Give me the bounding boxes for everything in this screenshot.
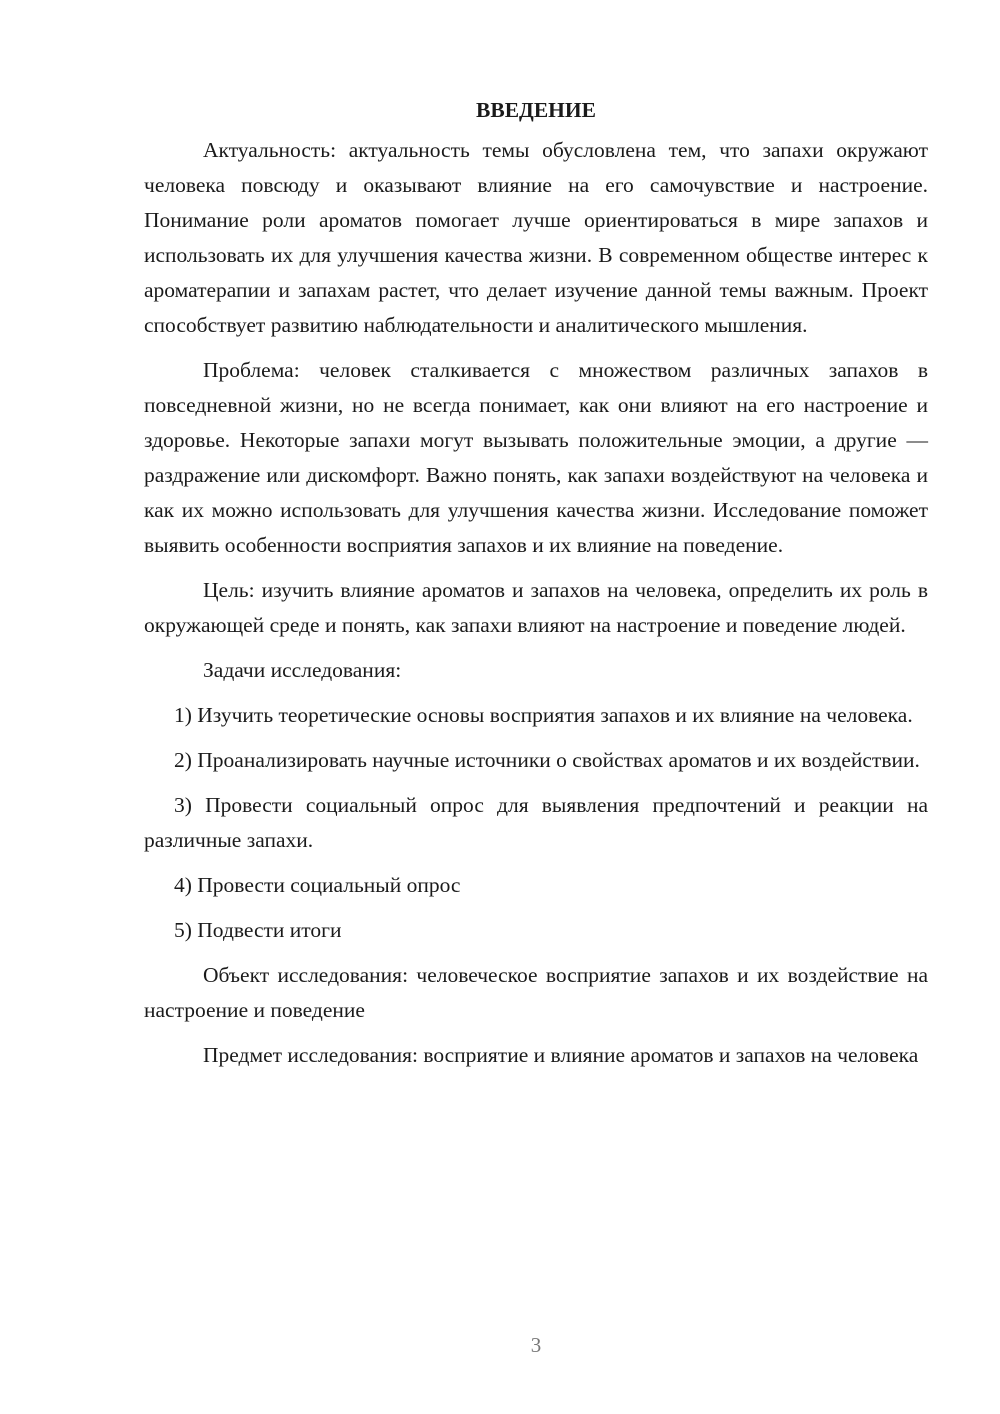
task-item-2: 2) Проанализировать научные источники о свойствах ароматов и их воздействии.: [174, 748, 920, 772]
task-item-5: 5) Подвести итоги: [174, 918, 342, 942]
task-item-3: 3) Провести социальный опрос для выявления предпочтений и реакции на различные запахи.: [144, 793, 928, 852]
task-item-1: 1) Изучить теоретические основы восприятия запахов и их влияние на человека.: [174, 703, 913, 727]
relevance-paragraph: Актуальность: актуальность темы обусловлена тем, что запахи окружают человека повсюду и оказывают влияние на его самочувствие и настроение. Понимание роли ароматов помогает лучше ориентироваться в мире запахов и использовать их для улучшения качества жизни. В современном обществе интерес к ароматерапии и запахам растет, что делает изучение данной темы важным. Проект способствует развитию наблюдательности и аналитического мышления.: [144, 138, 928, 337]
document-page: [144, 93, 928, 1083]
subject-paragraph: Предмет исследования: восприятие и влияние ароматов и запахов на человека: [203, 1043, 919, 1067]
problem-paragraph: Проблема: человек сталкивается с множеством различных запахов в повседневной жизни, но не всегда понимает, как они влияют на его настроение и здоровье. Некоторые запахи могут вызывать положительные эмоции, а другие — раздражение или дискомфорт. Важно понять, как запахи воздействуют на человека и как их можно использовать для улучшения качества жизни. Исследование поможет выявить особенности восприятия запахов и их влияние на поведение.: [144, 358, 928, 557]
tasks-heading: Задачи исследования:: [203, 658, 402, 682]
page-title: ВВЕДЕНИЕ: [476, 98, 596, 122]
object-paragraph: Объект исследования: человеческое восприятие запахов и их воздействие на настроение и поведение: [144, 963, 928, 1022]
goal-paragraph: Цель: изучить влияние ароматов и запахов на человека, определить их роль в окружающей среде и понять, как запахи влияют на настроение и поведение людей.: [144, 578, 928, 637]
task-item-4: 4) Провести социальный опрос: [174, 873, 461, 897]
page-number: 3: [530, 1333, 542, 1357]
